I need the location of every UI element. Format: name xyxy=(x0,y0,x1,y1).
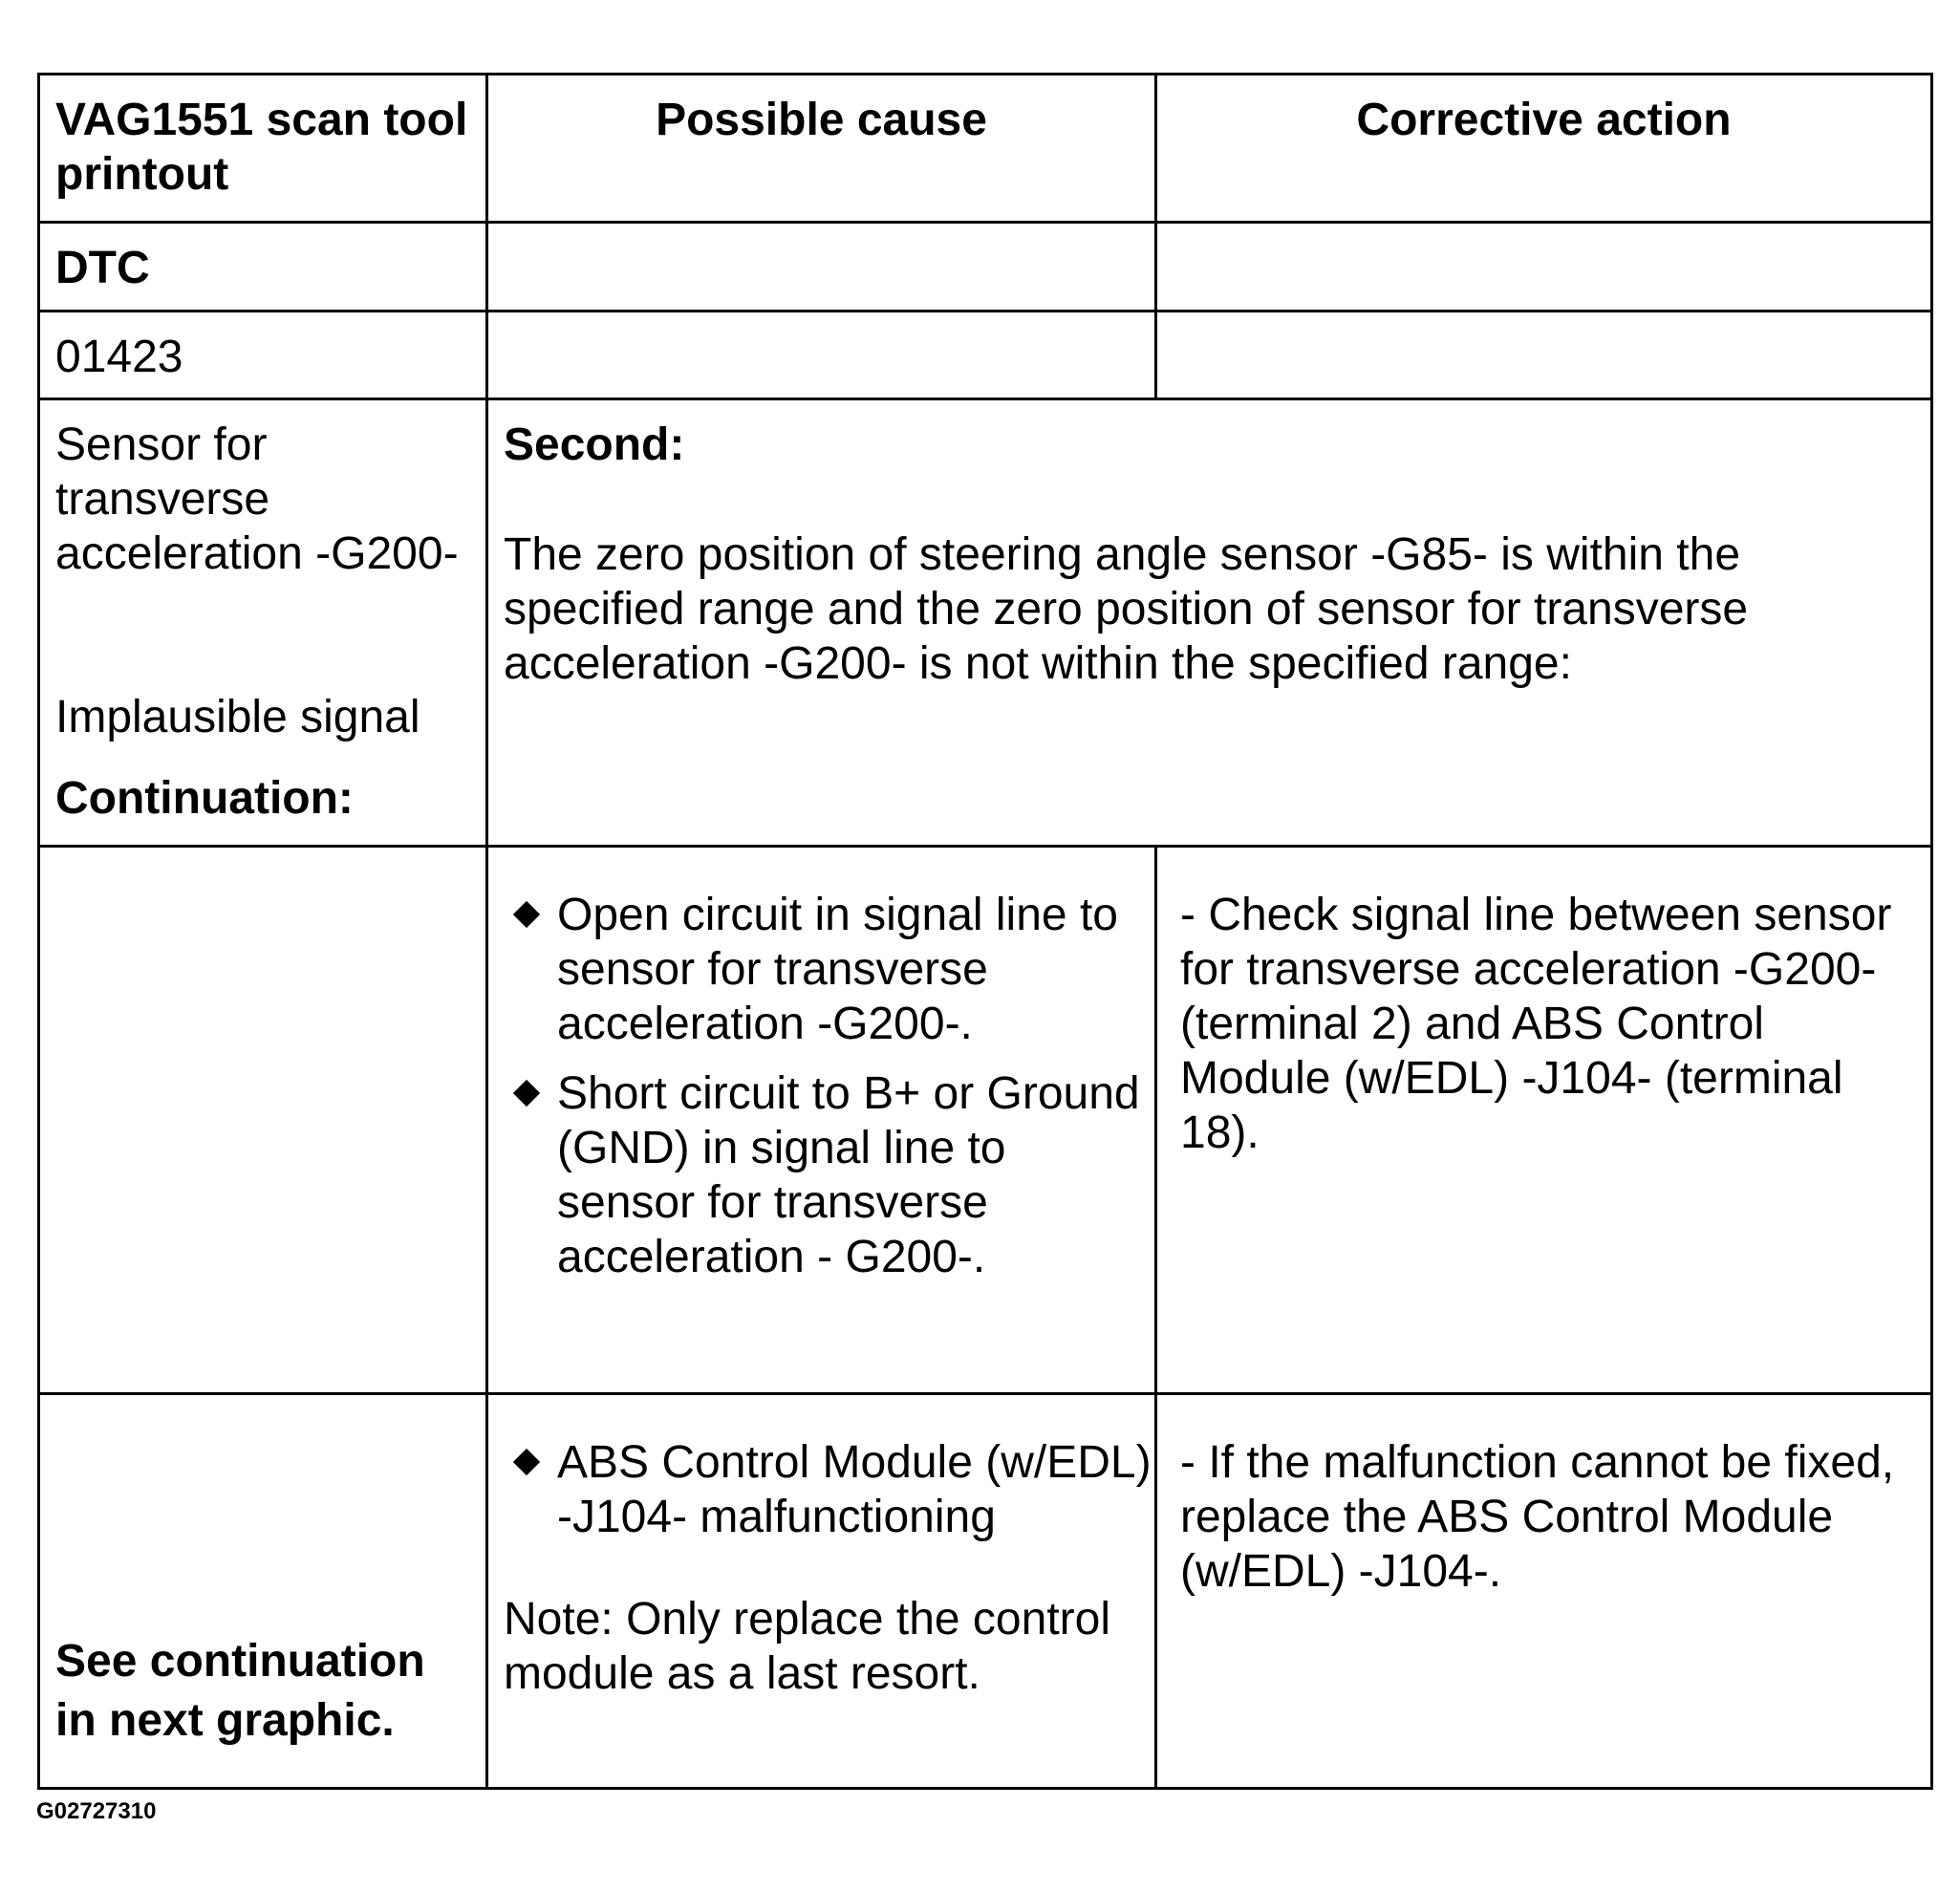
dtc-empty-cause xyxy=(487,223,1156,312)
module-cause-list xyxy=(488,1435,1154,1544)
cause-text: Short circuit to B+ or Ground (GND) in signal line to sensor for transverse acceleration - G200-. xyxy=(557,1068,1140,1282)
see-continuation-cell xyxy=(39,1394,487,1789)
dtc-row xyxy=(39,223,1932,312)
bullet-diamond-icon xyxy=(513,1449,540,1475)
code-row xyxy=(39,312,1932,399)
code-empty-action xyxy=(1156,312,1932,399)
cause-item xyxy=(488,1435,1154,1544)
cause-text: ABS Control Module (w/EDL) -J104- malfunctioning xyxy=(557,1437,1152,1542)
open-circuit-row xyxy=(39,847,1932,1394)
second-cell xyxy=(487,399,1932,847)
dtc-code: 01423 xyxy=(39,312,487,399)
sensor-cell xyxy=(39,399,487,847)
header-row xyxy=(39,75,1932,223)
module-action-text: - If the malfunction cannot be fixed, replace the ABS Control Module (w/EDL) -J104-. xyxy=(1180,1437,1895,1597)
header-corrective-action: Corrective action xyxy=(1156,75,1932,223)
sensor-name: Sensor for transverse acceleration -G200- xyxy=(55,419,459,579)
module-row xyxy=(39,1394,1932,1789)
dtc-table xyxy=(37,73,1933,1790)
second-text: The zero position of steering angle sensor -G85- is within the specified range and the zero position of sensor for transverse acceleration -G200- is not within the specified range: xyxy=(504,529,1749,689)
bullet-diamond-icon xyxy=(513,901,540,928)
module-cause-cell xyxy=(487,1394,1156,1789)
code-empty-cause xyxy=(487,312,1156,399)
open-action-cell xyxy=(1156,847,1932,1394)
continuation-label: Continuation: xyxy=(55,773,354,824)
cause-item xyxy=(488,1066,1154,1284)
action-text: - Check signal line between sensor for transverse acceleration -G200- (terminal 2) and ABS Control Module (w/EDL) -J104- (terminal 18). xyxy=(1180,890,1892,1158)
condition-text: Implausible signal xyxy=(55,692,420,742)
see-continuation-text: See continuation in next graphic. xyxy=(55,1636,425,1746)
cause-text: Open circuit in signal line to sensor for transverse acceleration -G200-. xyxy=(557,890,1118,1049)
note-text: Note: Only replace the control module as a last resort. xyxy=(504,1594,1110,1699)
open-empty-first xyxy=(39,847,487,1394)
bullet-diamond-icon xyxy=(513,1080,540,1107)
figure-code: G02727310 xyxy=(36,1798,157,1824)
second-heading: Second: xyxy=(504,419,685,470)
second-row xyxy=(39,399,1932,847)
cause-item xyxy=(488,888,1154,1051)
open-causes-cell xyxy=(487,847,1156,1394)
module-action-cell xyxy=(1156,1394,1932,1789)
header-possible-cause: Possible cause xyxy=(487,75,1156,223)
dtc-label: DTC xyxy=(39,223,487,312)
dtc-empty-action xyxy=(1156,223,1932,312)
cause-list xyxy=(488,888,1154,1284)
header-scan-tool: VAG1551 scan tool printout xyxy=(39,75,487,223)
